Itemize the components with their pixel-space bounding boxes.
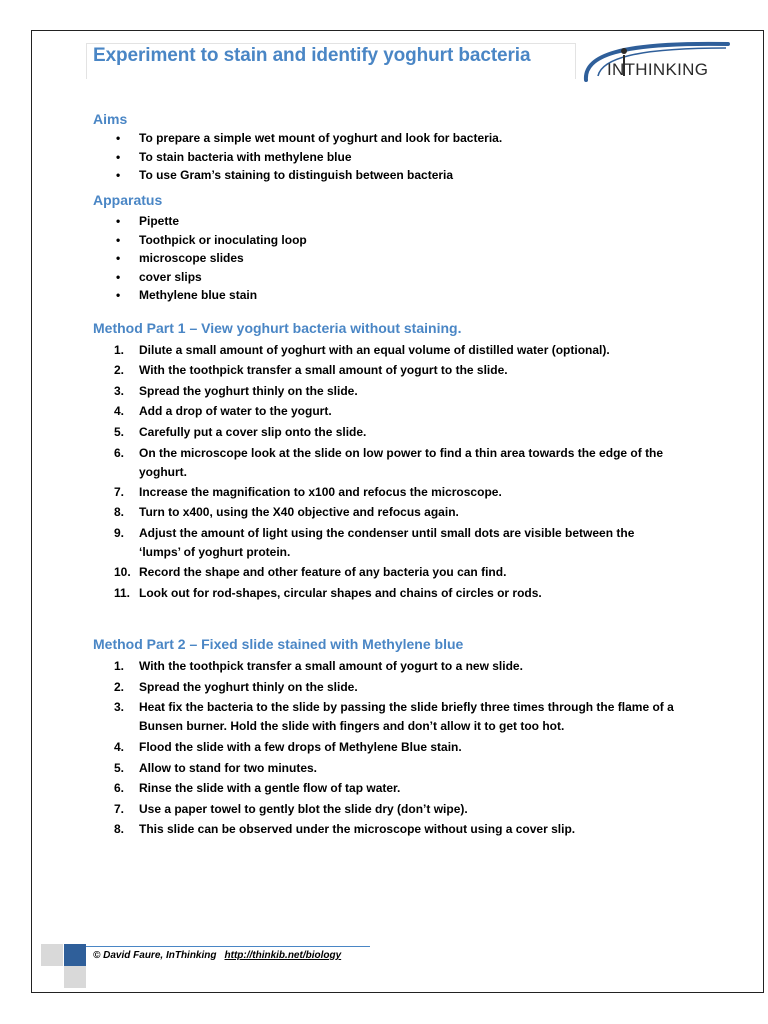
apparatus-heading: Apparatus (93, 192, 163, 208)
footer-squares-icon (41, 944, 86, 988)
method1-heading: Method Part 1 – View yoghurt bacteria without staining. (93, 320, 462, 336)
logo-text: INTHINKING (607, 60, 709, 79)
footer-link[interactable]: http://thinkib.net/biology (224, 950, 342, 961)
method2-heading: Method Part 2 – Fixed slide stained with Methylene blue (93, 636, 464, 652)
footer-text (93, 950, 341, 961)
aims-heading: Aims (93, 111, 128, 127)
footer-copyright: © David Faure, InThinking (93, 950, 217, 961)
footer-divider (86, 946, 370, 947)
document-title: Experiment to stain and identify yoghurt bacteria (93, 45, 531, 66)
